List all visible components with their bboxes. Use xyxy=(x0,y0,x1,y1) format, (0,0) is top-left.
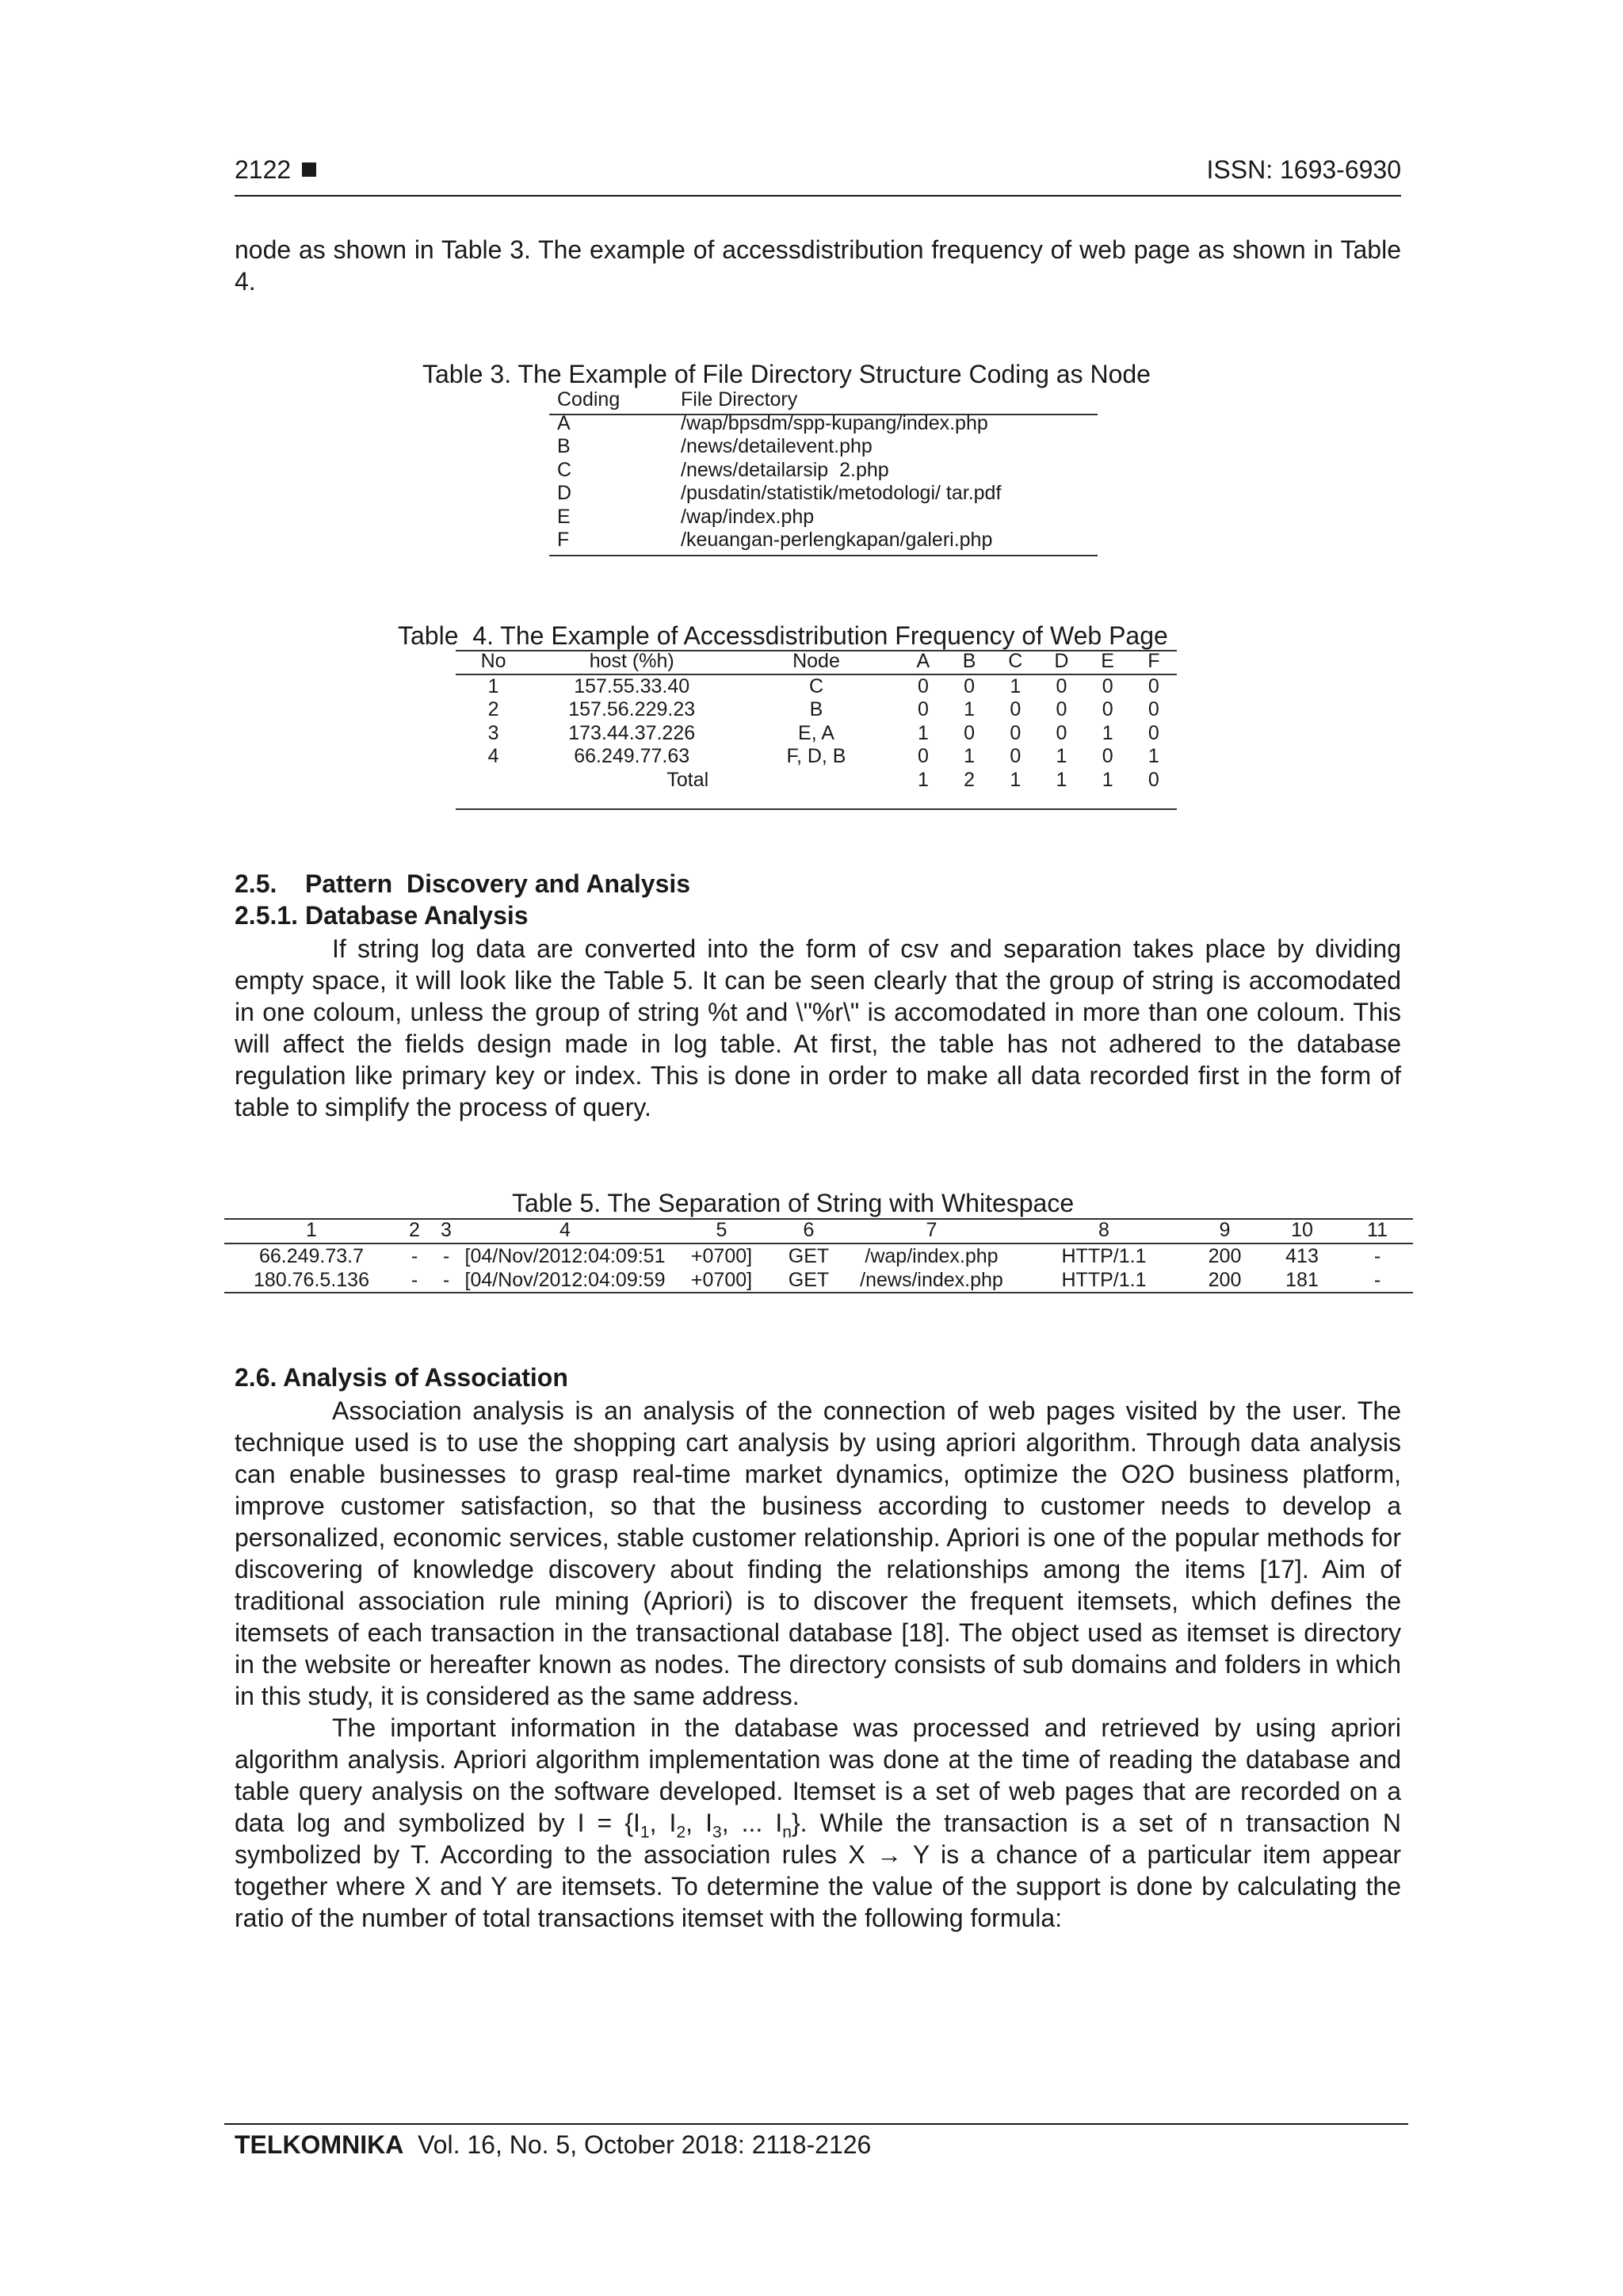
table4-bottom-rule xyxy=(456,808,1177,810)
footer xyxy=(235,2130,871,2160)
table3 xyxy=(549,388,1098,552)
table4-header-row: No host (%h) Node A B C D E F xyxy=(480,650,1160,672)
table-row: B /news/detailevent.php xyxy=(557,435,873,457)
table-row: 4 66.249.77.63 F, D, B 0 1 0 1 0 1 xyxy=(487,745,1159,767)
table-row: D /pusdatin/statistik/metodologi/ tar.pdf xyxy=(557,482,1002,504)
section-2-6-paragraph-1: Association analysis is an analysis of the connection of web pages visited by the user. The technique used is to use the shopping cart analysis by using apriori algorithm. Through data analysis can enable businesses to grasp real-time market dynamics, optimize the O2O business platform, improve customer satisfaction, so that the business according to customer needs to develop a personalized, economic services, stable customer relationship. Apriori is one of the popular methods for discovering of knowledge discovery about finding the relationships among the items [17]. Aim of traditional association rule mining (Apriori) is to discover the frequent itemsets, which defines the itemsets of each transaction in the transactional database [18]. The object used as itemset is directory in the website or hereafter known as nodes. The directory consists of sub domains and folders in which in this study, it is considered as the same address. xyxy=(235,1396,1401,1710)
table3-header-row: Coding File Directory xyxy=(557,388,798,411)
footer-rule xyxy=(224,2123,1408,2125)
table-row: F /keuangan-perlengkapan/galeri.php xyxy=(557,529,993,551)
issn: ISSN: 1693-6930 xyxy=(1206,155,1401,184)
table5 xyxy=(224,1218,1413,1293)
table-row: 66.249.73.7 - - [04/Nov/2012:04:09:51 +0700] GET /wap/index.php HTTP/1.1 200 413 - xyxy=(258,1244,1381,1267)
table-row: 1 157.55.33.40 C 0 0 1 0 0 0 xyxy=(456,674,1177,699)
table4-total-row: Total 1 2 1 1 1 0 xyxy=(666,768,1159,791)
table-row: 2 157.56.229.23 B 0 1 0 0 0 0 xyxy=(487,698,1159,720)
journal-citation: Vol. 16, No. 5, October 2018: 2118-2126 xyxy=(418,2130,872,2159)
table-row: 180.76.5.136 - - [04/Nov/2012:04:09:59 +0700] GET /news/index.php HTTP/1.1 200 181 - xyxy=(254,1269,1381,1291)
section-2-6-paragraph-2: The important information in the database was processed and retrieved by using apriori algorithm analysis. Apriori algorithm implementation was done at the time of reading the database and table query analysis on the software developed. Itemset is a set of web pages that are recorded on a data log and symbolized by $I = \{I_1$, $I_2$, $I_3$, ... $I_n$}. While the transaction is a set of n transaction N symbolized by T. According to the association rules X → Y is a chance of a particular item appear together where X and Y are itemsets. To determine the value of the support is done by calculating the ratio of the number of total transactions itemset with the following formula: xyxy=(235,1713,1402,1932)
section-2-6-body xyxy=(235,1395,1401,1934)
intro-paragraph: node as shown in Table 3. The example of accessdistribution frequency of web page as shown in Table 4. xyxy=(235,235,1401,296)
table-row: E /wap/index.php xyxy=(557,505,815,528)
table5-caption: Table 5. The Separation of String with Whitespace xyxy=(512,1189,1075,1217)
table3-caption: Table 3. The Example of File Directory Structure Coding as Node xyxy=(422,360,1151,388)
table5-header-row: 1 2 3 4 5 6 7 8 9 10 11 xyxy=(224,1218,1413,1244)
table5-bottom-rule xyxy=(224,1292,1413,1293)
section-2-6-heading: 2.6. Analysis of Association xyxy=(235,1363,568,1392)
table-row: A /wap/bpsdm/spp-kupang/index.php xyxy=(557,411,988,434)
square-bullet-icon xyxy=(302,162,316,177)
section-2-5-heading: 2.5. Pattern Discovery and Analysis xyxy=(235,869,691,898)
page-number: 2122 xyxy=(235,155,316,185)
header-rule xyxy=(235,195,1401,197)
journal-name: TELKOMNIKA xyxy=(235,2130,404,2159)
table4 xyxy=(456,650,1177,792)
table4-caption: Table 4. The Example of Accessdistribution Frequency of Web Page xyxy=(398,621,1168,650)
table-row: 3 173.44.37.226 E, A 1 0 0 0 1 0 xyxy=(487,721,1159,744)
table-row: C /news/detailarsip 2.php xyxy=(557,458,889,481)
section-2-5-1-paragraph: If string log data are converted into the form of csv and separation takes place by dividing empty space, it will look like the Table 5. It can be seen clearly that the group of string is accomodated in one coloum, unless the group of string %t and \"%r\" is accomodated in more than one coloum. This will affect the fields design made in log table. At first, the table has not adhered to the database regulation like primary key or index. This is done in order to make all data recorded first in the form of table to simplify the process of query. xyxy=(235,934,1401,1121)
table3-bottom-rule xyxy=(549,555,1098,556)
section-2-5-1-heading: 2.5.1. Database Analysis xyxy=(235,901,529,930)
